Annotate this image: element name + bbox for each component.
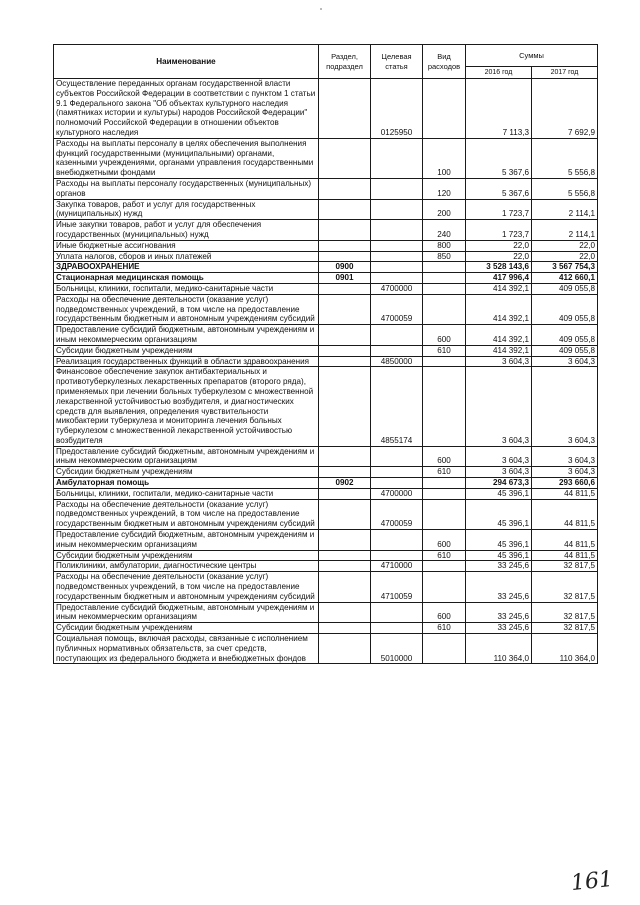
- table-row: [54, 178, 598, 199]
- row-2017-cell: 409 055,8: [532, 345, 598, 356]
- row-2017-cell: 22,0: [532, 240, 598, 251]
- row-target-cell: [371, 602, 423, 623]
- row-kind-cell: 600: [423, 325, 466, 346]
- row-2016-cell: 1 723,7: [466, 199, 532, 220]
- row-target-cell: [371, 467, 423, 478]
- row-2016-cell: 414 392,1: [466, 294, 532, 324]
- header-name: Наименование: [54, 45, 319, 79]
- row-2016-cell: 3 604,3: [466, 356, 532, 367]
- row-2016-cell: 45 396,1: [466, 499, 532, 529]
- table-row: [54, 572, 598, 602]
- table-row: [54, 345, 598, 356]
- row-target-cell: [371, 478, 423, 489]
- row-2016-cell: 33 245,6: [466, 561, 532, 572]
- row-name-cell: Финансовое обеспечение закупок антибактериальных и противотуберкулезных лекарственных препаратов (второго ряда), применяемых при лечении больных туберкулезом с множественной лекарственной устойчивостью возбудителя, и диагностических средств для выявления, определения чувствительности микобактерии туберкулеза и мониторинга лечения больных туберкулезом с множественной лекарственной устойчивостью возбудителя: [54, 367, 319, 446]
- row-2016-cell: 414 392,1: [466, 283, 532, 294]
- row-kind-cell: [423, 273, 466, 284]
- header-target: Целевая статья: [371, 45, 423, 79]
- page-number: 161: [569, 866, 615, 897]
- row-section-cell: [319, 294, 371, 324]
- table-row: [54, 356, 598, 367]
- row-name-cell: Расходы на выплаты персоналу государственных (муниципальных) органов: [54, 178, 319, 199]
- row-target-cell: [371, 530, 423, 551]
- row-section-cell: [319, 623, 371, 634]
- row-kind-cell: [423, 478, 466, 489]
- row-2017-cell: 44 811,5: [532, 550, 598, 561]
- table-row: [54, 550, 598, 561]
- table-row: [54, 488, 598, 499]
- row-2017-cell: 409 055,8: [532, 283, 598, 294]
- row-section-cell: [319, 446, 371, 467]
- row-2017-cell: 409 055,8: [532, 294, 598, 324]
- row-section-cell: [319, 240, 371, 251]
- row-name-cell: Предоставление субсидий бюджетным, автономным учреждениям и иным некоммерческим организациям: [54, 446, 319, 467]
- row-2017-cell: 22,0: [532, 251, 598, 262]
- row-name-cell: Амбулаторная помощь: [54, 478, 319, 489]
- row-kind-cell: 240: [423, 220, 466, 241]
- row-name-cell: Расходы на выплаты персоналу в целях обеспечения выполнения функций государственными (муниципальными) органами, казенными учреждениями, органами управления государственными внебюджетными фондами: [54, 138, 319, 178]
- row-target-cell: 0125950: [371, 79, 423, 139]
- table-row: [54, 478, 598, 489]
- table-row: [54, 367, 598, 446]
- row-target-cell: 4850000: [371, 356, 423, 367]
- table-row: [54, 273, 598, 284]
- row-target-cell: 4710059: [371, 572, 423, 602]
- row-name-cell: Расходы на обеспечение деятельности (оказание услуг) подведомственных учреждений, в том числе на предоставление государственным бюджетным и автономным учреждениям субсидий: [54, 499, 319, 529]
- row-name-cell: Расходы на обеспечение деятельности (оказание услуг) подведомственных учреждений, в том числе на предоставление государственным бюджетным и автономным учреждениям субсидий: [54, 572, 319, 602]
- row-section-cell: [319, 79, 371, 139]
- row-kind-cell: [423, 294, 466, 324]
- row-2016-cell: 3 604,3: [466, 367, 532, 446]
- table-row: [54, 446, 598, 467]
- row-target-cell: [371, 138, 423, 178]
- row-target-cell: 4700000: [371, 488, 423, 499]
- row-2017-cell: 44 811,5: [532, 488, 598, 499]
- row-target-cell: 4710000: [371, 561, 423, 572]
- row-section-cell: [319, 634, 371, 664]
- row-name-cell: Социальная помощь, включая расходы, связанные с исполнением публичных нормативных обязательств, за счет средств, поступающих из федерального бюджета и внебюджетных фондов: [54, 634, 319, 664]
- row-name-cell: Субсидии бюджетным учреждениям: [54, 550, 319, 561]
- row-section-cell: [319, 356, 371, 367]
- table-row: [54, 220, 598, 241]
- row-section-cell: [319, 251, 371, 262]
- row-section-cell: [319, 220, 371, 241]
- row-name-cell: Субсидии бюджетным учреждениям: [54, 345, 319, 356]
- row-kind-cell: 610: [423, 345, 466, 356]
- row-kind-cell: 600: [423, 530, 466, 551]
- row-name-cell: Субсидии бюджетным учреждениям: [54, 467, 319, 478]
- row-kind-cell: [423, 283, 466, 294]
- row-kind-cell: [423, 634, 466, 664]
- row-2017-cell: 3 567 754,3: [532, 262, 598, 273]
- row-2017-cell: 3 604,3: [532, 356, 598, 367]
- row-section-cell: [319, 283, 371, 294]
- row-kind-cell: 600: [423, 446, 466, 467]
- row-2016-cell: 294 673,3: [466, 478, 532, 489]
- row-section-cell: [319, 572, 371, 602]
- header-2016: 2016 год: [466, 67, 532, 79]
- row-section-cell: [319, 367, 371, 446]
- row-kind-cell: 120: [423, 178, 466, 199]
- row-2016-cell: 22,0: [466, 240, 532, 251]
- row-2017-cell: 32 817,5: [532, 623, 598, 634]
- row-section-cell: [319, 550, 371, 561]
- row-section-cell: [319, 325, 371, 346]
- row-2016-cell: 414 392,1: [466, 325, 532, 346]
- row-2017-cell: 2 114,1: [532, 220, 598, 241]
- row-2017-cell: 32 817,5: [532, 561, 598, 572]
- row-kind-cell: [423, 356, 466, 367]
- table-row: [54, 499, 598, 529]
- row-2016-cell: 33 245,6: [466, 602, 532, 623]
- row-kind-cell: [423, 488, 466, 499]
- row-kind-cell: [423, 262, 466, 273]
- row-target-cell: [371, 220, 423, 241]
- row-2017-cell: 293 660,6: [532, 478, 598, 489]
- row-name-cell: Реализация государственных функций в области здравоохранения: [54, 356, 319, 367]
- table-row: [54, 294, 598, 324]
- row-kind-cell: 610: [423, 623, 466, 634]
- table-row: [54, 623, 598, 634]
- row-2016-cell: 414 392,1: [466, 345, 532, 356]
- row-name-cell: Субсидии бюджетным учреждениям: [54, 623, 319, 634]
- row-section-cell: [319, 602, 371, 623]
- row-name-cell: ЗДРАВООХРАНЕНИЕ: [54, 262, 319, 273]
- row-2016-cell: 110 364,0: [466, 634, 532, 664]
- row-target-cell: [371, 240, 423, 251]
- row-name-cell: Расходы на обеспечение деятельности (оказание услуг) подведомственных учреждений, в том числе на предоставление государственным бюджетным и автономным учреждениям субсидий: [54, 294, 319, 324]
- row-2016-cell: 7 113,3: [466, 79, 532, 139]
- row-section-cell: 0900: [319, 262, 371, 273]
- row-2016-cell: 45 396,1: [466, 530, 532, 551]
- row-kind-cell: 610: [423, 550, 466, 561]
- header-sums: Суммы: [466, 45, 598, 67]
- row-target-cell: 4700059: [371, 294, 423, 324]
- header-section: Раздел, подраздел: [319, 45, 371, 79]
- row-2017-cell: 409 055,8: [532, 325, 598, 346]
- row-kind-cell: 200: [423, 199, 466, 220]
- row-kind-cell: 600: [423, 602, 466, 623]
- row-2017-cell: 44 811,5: [532, 530, 598, 551]
- row-kind-cell: [423, 561, 466, 572]
- row-name-cell: Предоставление субсидий бюджетным, автономным учреждениям и иным некоммерческим организациям: [54, 325, 319, 346]
- row-target-cell: [371, 623, 423, 634]
- row-2016-cell: 22,0: [466, 251, 532, 262]
- row-name-cell: Больницы, клиники, госпитали, медико-санитарные части: [54, 488, 319, 499]
- row-name-cell: Предоставление субсидий бюджетным, автономным учреждениям и иным некоммерческим организациям: [54, 530, 319, 551]
- row-kind-cell: [423, 367, 466, 446]
- row-target-cell: [371, 345, 423, 356]
- row-target-cell: 4855174: [371, 367, 423, 446]
- header-2017: 2017 год: [532, 67, 598, 79]
- row-target-cell: 5010000: [371, 634, 423, 664]
- row-section-cell: [319, 199, 371, 220]
- row-section-cell: [319, 499, 371, 529]
- row-target-cell: [371, 446, 423, 467]
- row-name-cell: Стационарная медицинская помощь: [54, 273, 319, 284]
- row-section-cell: [319, 530, 371, 551]
- row-name-cell: Предоставление субсидий бюджетным, автономным учреждениям и иным некоммерческим организациям: [54, 602, 319, 623]
- row-2017-cell: 44 811,5: [532, 499, 598, 529]
- row-section-cell: [319, 467, 371, 478]
- budget-table-container: [53, 44, 597, 664]
- row-section-cell: 0902: [319, 478, 371, 489]
- row-target-cell: [371, 178, 423, 199]
- table-row: [54, 199, 598, 220]
- scan-dot: [320, 8, 322, 10]
- row-2016-cell: 3 528 143,6: [466, 262, 532, 273]
- row-2016-cell: 45 396,1: [466, 488, 532, 499]
- row-kind-cell: 850: [423, 251, 466, 262]
- row-kind-cell: [423, 572, 466, 602]
- row-2016-cell: 3 604,3: [466, 446, 532, 467]
- row-kind-cell: 610: [423, 467, 466, 478]
- row-2017-cell: 32 817,5: [532, 572, 598, 602]
- table-row: [54, 530, 598, 551]
- row-section-cell: [319, 561, 371, 572]
- row-2016-cell: 3 604,3: [466, 467, 532, 478]
- budget-table: [53, 44, 598, 664]
- row-2017-cell: 3 604,3: [532, 446, 598, 467]
- row-2016-cell: 417 996,4: [466, 273, 532, 284]
- row-name-cell: Иные бюджетные ассигнования: [54, 240, 319, 251]
- row-target-cell: [371, 251, 423, 262]
- row-target-cell: [371, 199, 423, 220]
- row-2016-cell: 5 367,6: [466, 138, 532, 178]
- row-target-cell: [371, 325, 423, 346]
- row-kind-cell: 800: [423, 240, 466, 251]
- row-kind-cell: [423, 499, 466, 529]
- row-name-cell: Поликлиники, амбулатории, диагностические центры: [54, 561, 319, 572]
- row-2017-cell: 110 364,0: [532, 634, 598, 664]
- table-row: [54, 325, 598, 346]
- table-row: [54, 467, 598, 478]
- table-row: [54, 283, 598, 294]
- row-target-cell: [371, 273, 423, 284]
- row-2017-cell: 5 556,8: [532, 178, 598, 199]
- row-kind-cell: [423, 79, 466, 139]
- row-name-cell: Уплата налогов, сборов и иных платежей: [54, 251, 319, 262]
- row-2016-cell: 33 245,6: [466, 572, 532, 602]
- row-2016-cell: 33 245,6: [466, 623, 532, 634]
- table-row: [54, 251, 598, 262]
- row-name-cell: Больницы, клиники, госпитали, медико-санитарные части: [54, 283, 319, 294]
- table-row: [54, 602, 598, 623]
- row-2017-cell: 3 604,3: [532, 367, 598, 446]
- table-row: [54, 262, 598, 273]
- row-section-cell: [319, 345, 371, 356]
- row-target-cell: [371, 262, 423, 273]
- row-2017-cell: 32 817,5: [532, 602, 598, 623]
- row-2017-cell: 3 604,3: [532, 467, 598, 478]
- row-2016-cell: 5 367,6: [466, 178, 532, 199]
- row-2017-cell: 412 660,1: [532, 273, 598, 284]
- row-target-cell: [371, 550, 423, 561]
- table-row: [54, 79, 598, 139]
- table-row: [54, 240, 598, 251]
- row-kind-cell: 100: [423, 138, 466, 178]
- row-name-cell: Закупка товаров, работ и услуг для государственных (муниципальных) нужд: [54, 199, 319, 220]
- table-row: [54, 138, 598, 178]
- row-target-cell: 4700000: [371, 283, 423, 294]
- row-2017-cell: 2 114,1: [532, 199, 598, 220]
- row-2016-cell: 45 396,1: [466, 550, 532, 561]
- row-section-cell: [319, 178, 371, 199]
- row-2017-cell: 5 556,8: [532, 138, 598, 178]
- row-section-cell: [319, 138, 371, 178]
- row-target-cell: 4700059: [371, 499, 423, 529]
- row-section-cell: [319, 488, 371, 499]
- header-kind: Вид расходов: [423, 45, 466, 79]
- row-name-cell: Иные закупки товаров, работ и услуг для обеспечения государственных (муниципальных) нужд: [54, 220, 319, 241]
- table-body: [54, 79, 598, 664]
- table-row: [54, 561, 598, 572]
- row-2017-cell: 7 692,9: [532, 79, 598, 139]
- table-row: [54, 634, 598, 664]
- row-section-cell: 0901: [319, 273, 371, 284]
- row-name-cell: Осуществление переданных органам государственной власти субъектов Российской Федерации в соответствии с пунктом 1 статьи 9.1 Федерального закона "Об объектах культурного наследия (памятниках истории и культуры) народов Российской Федерации" полномочий Российской Федерации в отношении объектов культурного наследия: [54, 79, 319, 139]
- row-2016-cell: 1 723,7: [466, 220, 532, 241]
